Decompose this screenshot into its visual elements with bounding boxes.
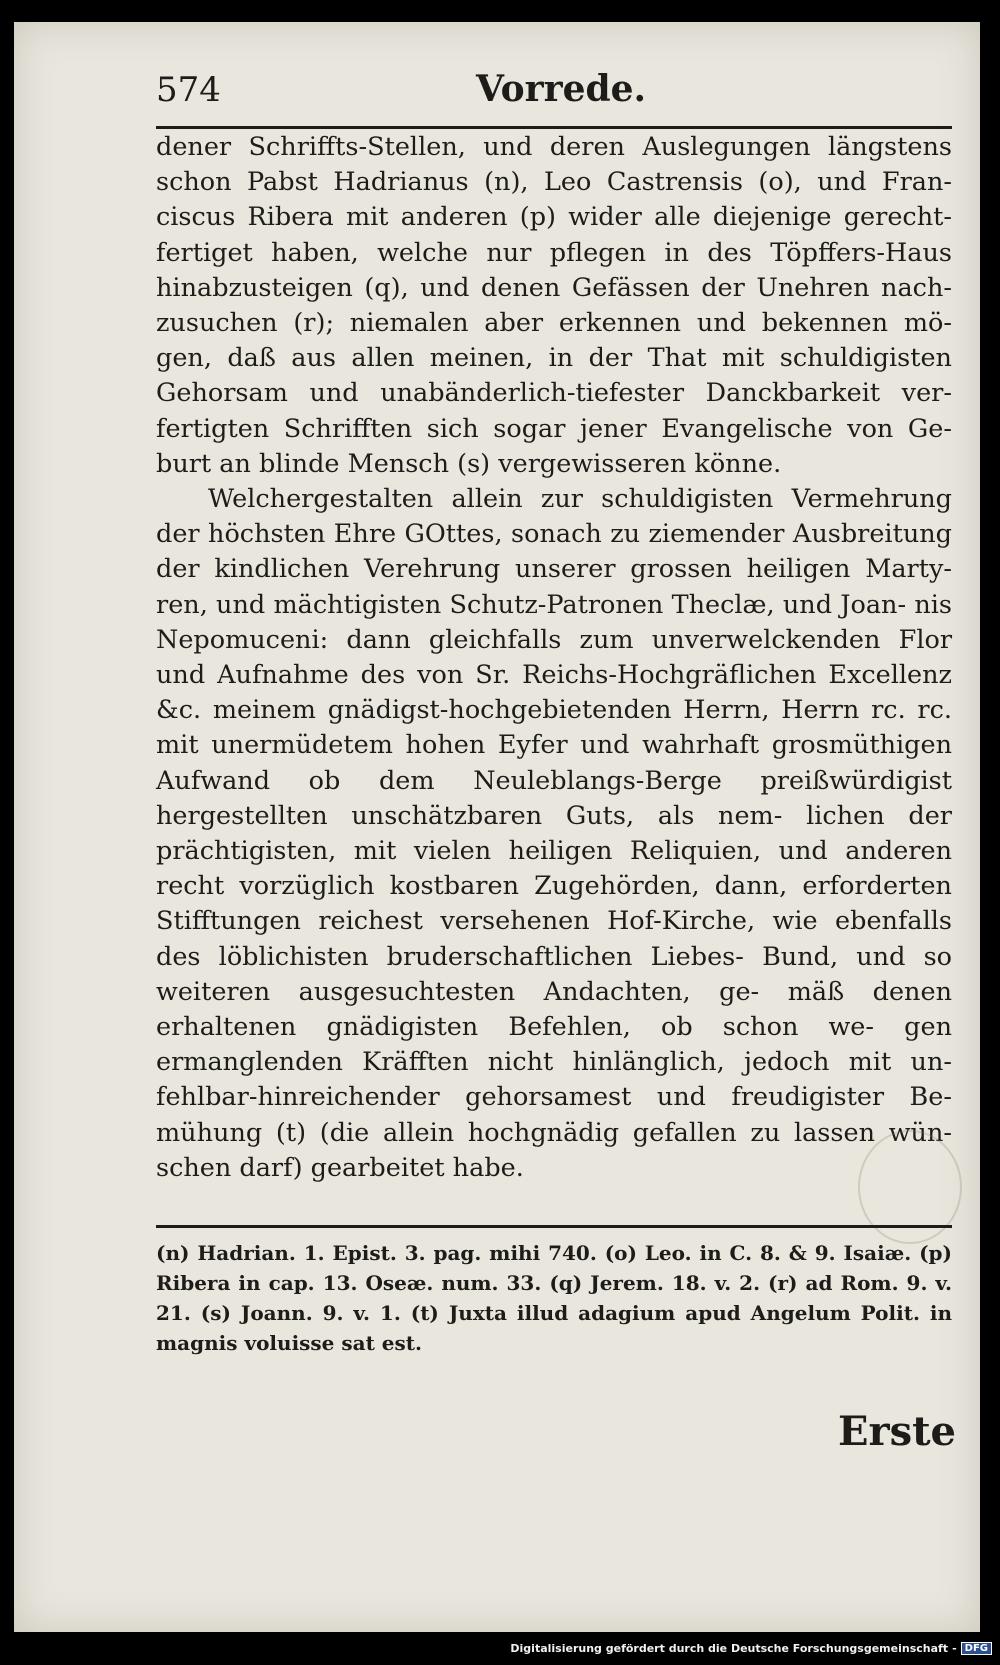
- page-header: [156, 62, 952, 118]
- text-line: Herrn rc. rc. mit unermüdetem hohen Eyfer und wahrhaft: [156, 695, 953, 761]
- text-line: erforderten Stifftungen reichest versehenen Hof-Kirche,: [156, 871, 952, 937]
- footnote-line: illud adagium apud Angelum Polit. in magnis voluisse sat est.: [156, 1301, 952, 1355]
- text-line: fertiget haben, welche nur pflegen in des Töpffers-Haus: [156, 237, 952, 268]
- body-text: [156, 130, 952, 1186]
- text-line: ciscus Ribera mit anderen (p) wider alle diejenige gerecht-: [156, 202, 952, 233]
- text-line: dener Schriffts-Stellen, und deren Auslegungen längstens: [156, 132, 952, 162]
- text-line: der kindlichen Verehrung unserer grossen heiligen Marty-: [156, 554, 952, 585]
- text-line: ren, und mächtigisten Schutz-Patronen Theclæ, und Joan-: [156, 589, 907, 620]
- text-line: fertigten Schrifften sich sogar jener Evangelische von Ge-: [156, 413, 952, 444]
- page-number: 574: [156, 70, 221, 110]
- text-line: Flor und Aufnahme des von Sr. Reichs-Hochgräflichen: [156, 624, 953, 691]
- text-line: Bund, und so weiteren ausgesuchtesten Andachten, ge-: [156, 941, 953, 1007]
- text-line: nis Nepomuceni: dann gleichfalls zum unverwelckenden: [156, 589, 952, 655]
- running-title: Vorrede.: [476, 68, 647, 110]
- text-line: lichen der prächtigisten, mit vielen heiligen Reliquien, und: [156, 800, 952, 867]
- text-line: schen darf) gearbeitet habe.: [156, 1152, 524, 1183]
- paragraph-2: [156, 482, 952, 1186]
- text-line: Excellenz &c. meinem gnädigst-hochgebietenden Herrn,: [156, 660, 952, 726]
- text-line: mühung (t) (die allein hochgnädig gefallen zu lassen wün-: [156, 1117, 952, 1148]
- header-rule: [156, 126, 952, 129]
- text-line: gen, daß aus allen meinen, in der That mit schuldigisten: [156, 343, 952, 374]
- paragraph-1: [156, 130, 952, 482]
- text-line: anderen recht vorzüglich kostbaren Zugehörden, dann,: [156, 836, 952, 902]
- text-line: schon Pabst Hadrianus (n), Leo Castrensis (o), und Fran-: [156, 167, 952, 198]
- footnote-line: (n) Hadrian. 1. Epist. 3. pag. mihi 740. (o) Leo. in C. 8. & 9.: [156, 1241, 836, 1265]
- text-line: wie ebenfalls des löblichisten bruderschaftlichen Liebes-: [156, 906, 952, 972]
- footnote-line: Isaiæ. (p) Ribera in cap. 13. Oseæ. num. 33. (q) Jerem. 18.: [156, 1241, 952, 1295]
- text-line: gen ermanglenden Kräfften nicht hinlänglich, jedoch mit un-: [156, 1012, 952, 1078]
- footnote-line: v. 2. (r) ad Rom. 9. v. 21. (s) Joann. 9. v. 1. (t) Juxta: [156, 1271, 952, 1325]
- dfg-logo-icon: DFG: [961, 1642, 992, 1655]
- credit-text: Digitalisierung gefördert durch die Deutsche Forschungsgemeinschaft: [510, 1642, 949, 1655]
- text-line: Welchergestalten allein zur schuldigisten Vermehrung: [208, 484, 952, 515]
- text-line: grosmüthigen Aufwand ob dem Neuleblangs-Berge: [156, 730, 953, 796]
- text-line: mäß denen erhaltenen gnädigisten Befehlen, ob schon we-: [156, 976, 952, 1043]
- text-line: Gehorsam und unabänderlich-tiefester Danckbarkeit ver-: [156, 378, 952, 409]
- footnotes: [156, 1238, 952, 1358]
- footnote-rule: [156, 1225, 952, 1228]
- text-line: preißwürdigist hergestellten unschätzbaren Guts, als nem-: [156, 765, 953, 831]
- text-line: hinabzusteigen (q), und denen Gefässen der Unehren nach-: [156, 272, 952, 303]
- text-line: zusuchen (r); niemalen aber erkennen und bekennen mö-: [156, 308, 952, 339]
- text-line: fehlbar-hinreichender gehorsamest und freudigister Be-: [156, 1082, 952, 1113]
- text-line: burt an blinde Mensch (s) vergewisseren könne.: [156, 448, 782, 479]
- digitization-credit: Digitalisierung gefördert durch die Deutsche Forschungsgemeinschaft - DFG: [510, 1642, 992, 1655]
- text-line: der höchsten Ehre GOttes, sonach zu ziemender Ausbreitung: [156, 519, 952, 550]
- catchword: Erste: [838, 1408, 957, 1455]
